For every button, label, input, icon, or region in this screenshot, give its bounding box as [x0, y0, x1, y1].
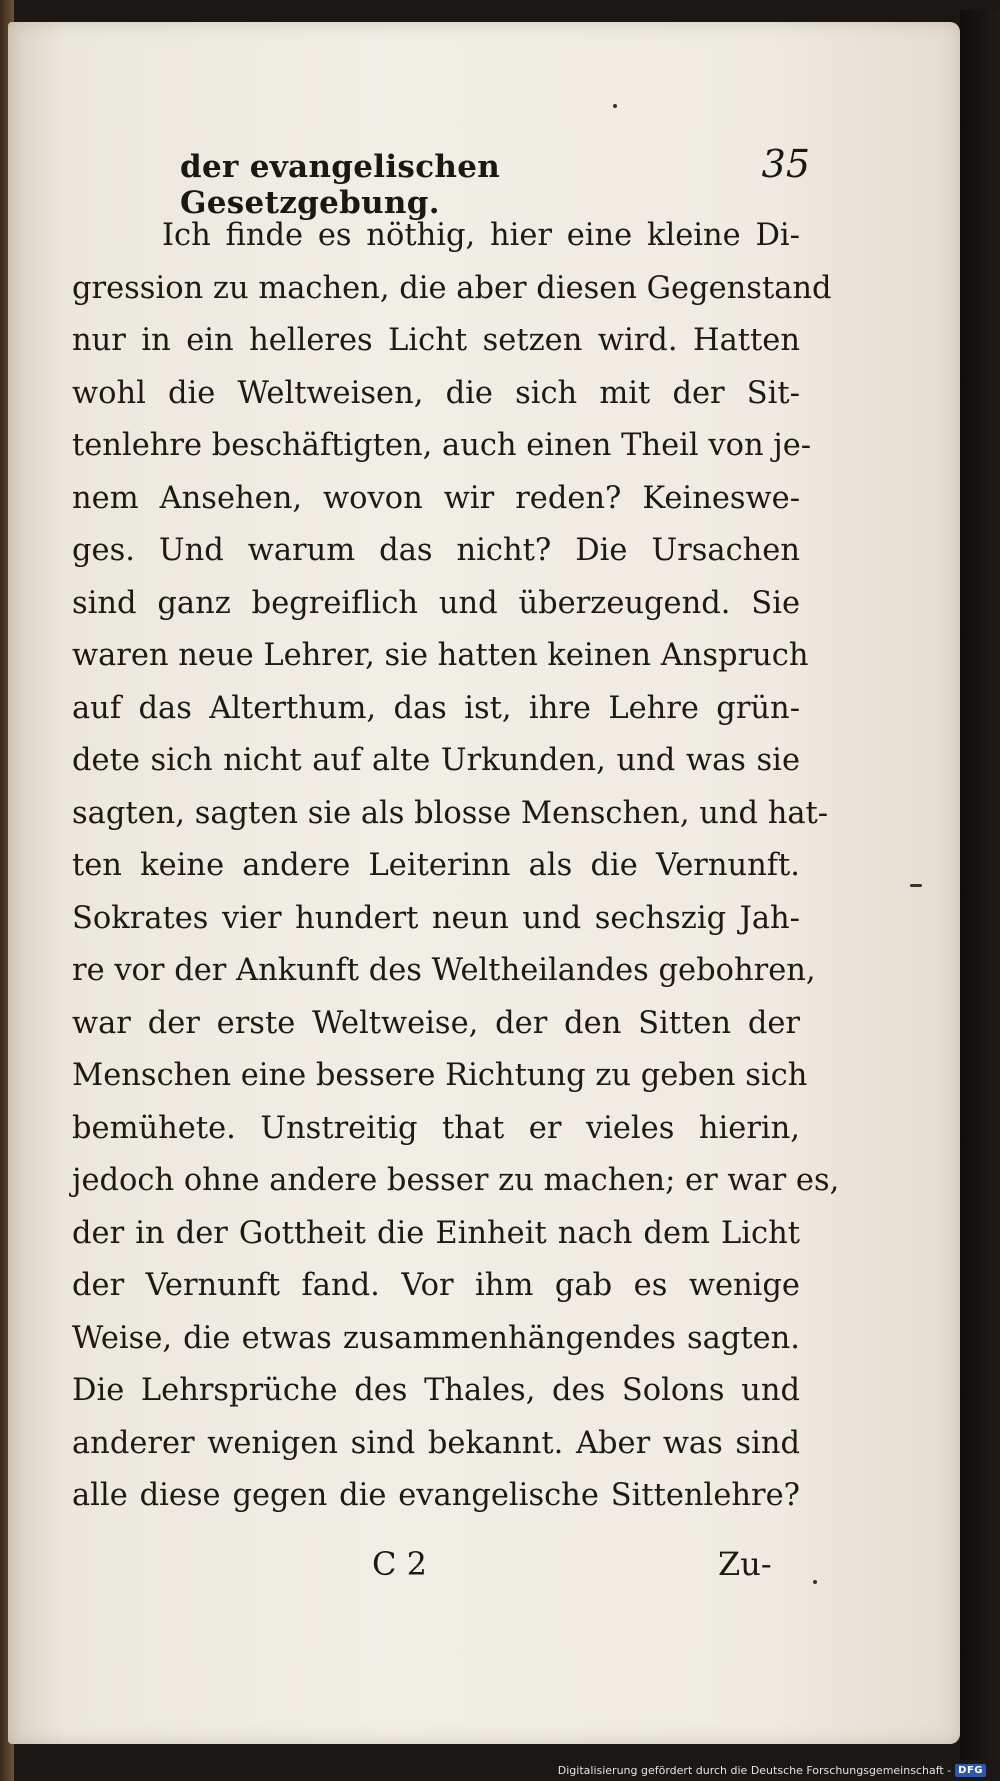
text-line: re vor der Ankunft des Weltheilandes gebohren,: [72, 953, 816, 988]
text-line: nur in ein helleres Licht setzen wird. Hatten: [72, 323, 800, 358]
page-header: [180, 142, 810, 221]
text-line: tenlehre beschäftigten, auch einen Theil von je-: [72, 428, 812, 463]
text-line: sagten, sagten sie als blosse Menschen, und hat-: [72, 795, 829, 831]
text-line: wohl die Weltweisen, die sich mit der Sit-: [72, 375, 800, 411]
text-line: waren neue Lehrer, sie hatten keinen Anspruch: [72, 638, 809, 673]
text-line: der Vernunft fand. Vor ihm gab es wenige: [72, 1268, 800, 1303]
text-line: anderer wenigen sind bekannt. Aber was sind: [72, 1425, 800, 1461]
page-footer: [0, 1545, 952, 1595]
page-number: 35: [761, 142, 810, 186]
text-line: Sokrates vier hundert neun und sechszig Jah-: [72, 900, 800, 936]
text-line: sind ganz begreiflich und überzeugend. Sie: [72, 585, 800, 621]
text-line: nem Ansehen, wovon wir reden? Keineswe-: [72, 480, 800, 516]
text-line: ten keine andere Leiterinn als die Vernunft.: [72, 848, 800, 883]
text-line: der in der Gottheit die Einheit nach dem Licht: [72, 1215, 800, 1251]
text-line: auf das Alterthum, das ist, ihre Lehre grün-: [72, 690, 800, 726]
credit-text: Digitalisierung gefördert durch die Deutsche Forschungsgemeinschaft -: [557, 1764, 952, 1777]
text-line: bemühete. Unstreitig that er vieles hierin,: [72, 1110, 800, 1146]
catchword: Zu-: [718, 1545, 772, 1583]
text-line: Weise, die etwas zusammenhängendes sagten.: [72, 1320, 800, 1356]
text-line: Die Lehrsprüche des Thales, des Solons und: [72, 1373, 800, 1408]
digitization-credit: [558, 1764, 986, 1777]
body-text: [72, 210, 840, 1523]
text-line: war der erste Weltweise, der den Sitten der: [72, 1005, 800, 1041]
text-line: Menschen eine bessere Richtung zu geben sich: [72, 1058, 808, 1093]
text-line: ges. Und warum das nicht? Die Ursachen: [72, 533, 800, 568]
dfg-logo-icon: DFG: [955, 1764, 986, 1777]
text-line: gression zu machen, die aber diesen Gegenstand: [72, 270, 832, 306]
speck: [613, 104, 617, 108]
running-title: der evangelischen Gesetzgebung.: [180, 149, 501, 221]
text-line: jedoch ohne andere besser zu machen; er war es,: [72, 1163, 840, 1198]
book-edge-shadow: [960, 10, 1000, 1760]
text-line: alle diese gegen die evangelische Sittenlehre?: [72, 1478, 800, 1513]
text-line: dete sich nicht auf alte Urkunden, und was sie: [72, 743, 800, 778]
speck: [910, 884, 922, 887]
text-line: Ich finde es nöthig, hier eine kleine Di-: [162, 218, 800, 253]
signature-mark: C 2: [372, 1545, 428, 1583]
